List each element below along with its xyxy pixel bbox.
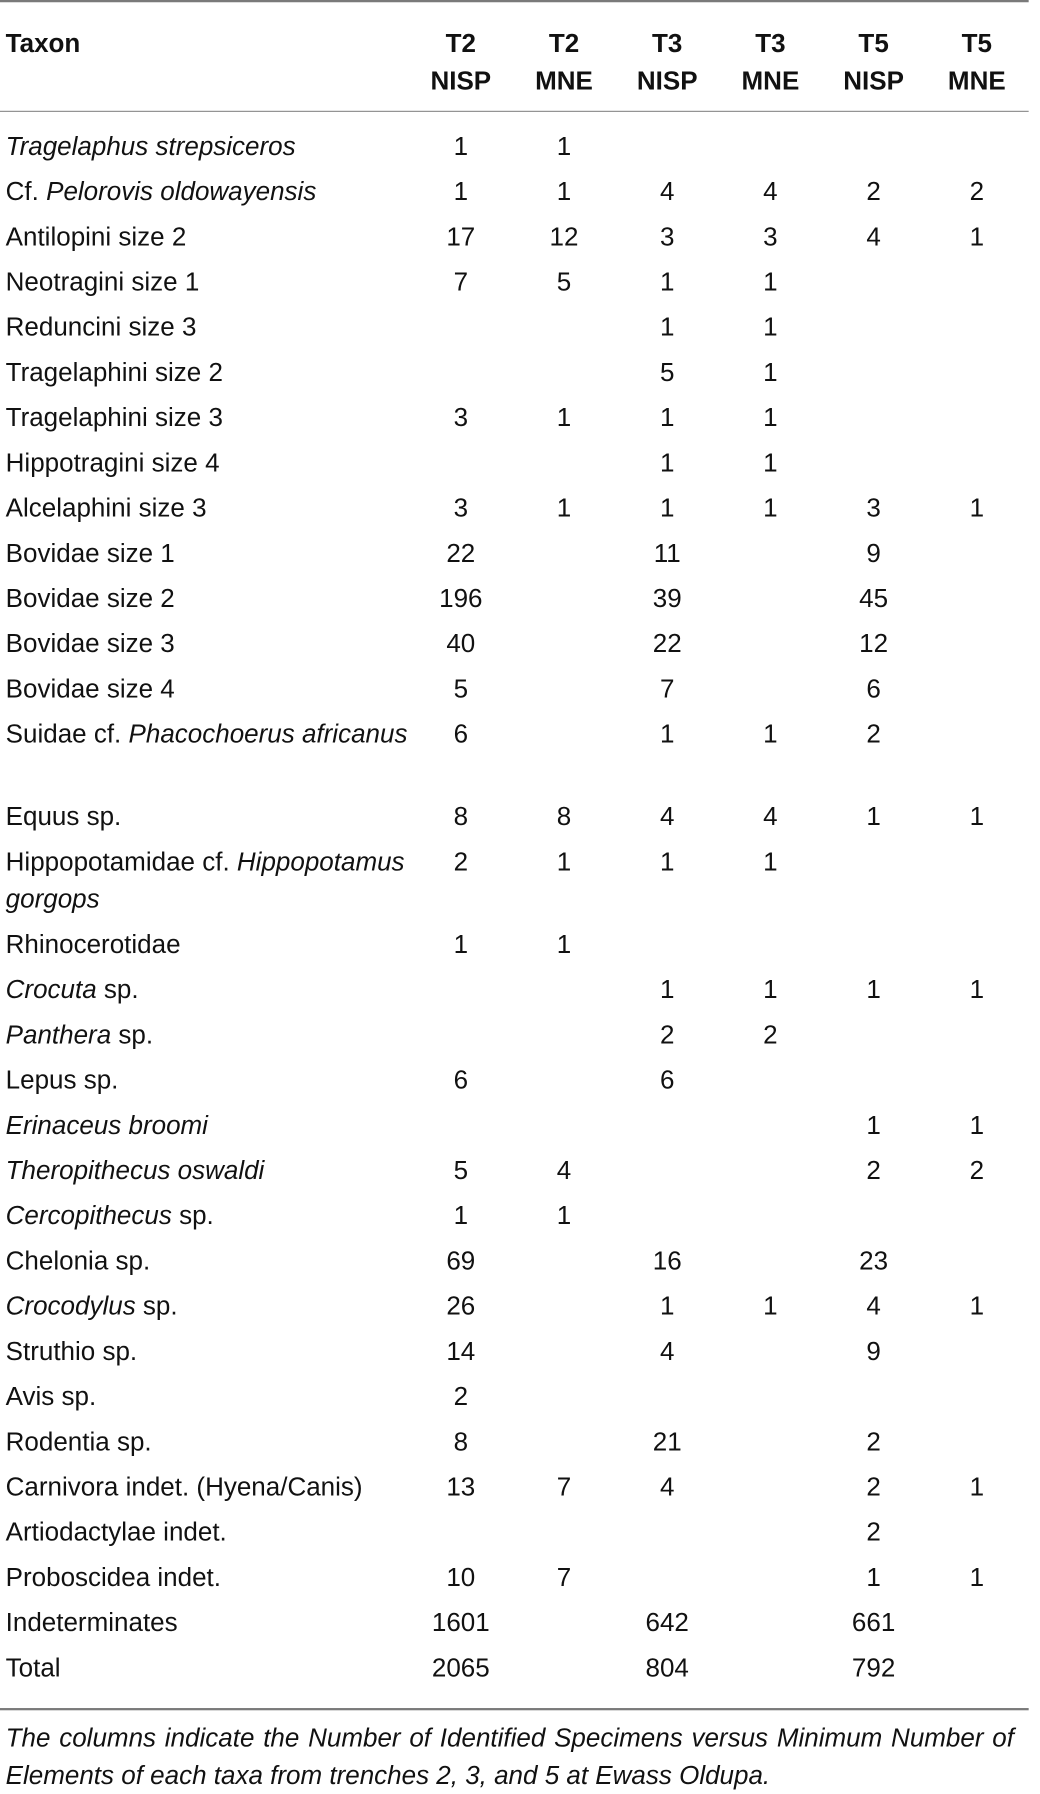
taxon-name xyxy=(0,309,409,346)
value-cell: 14 xyxy=(446,1336,476,1366)
taxon-name-part: Antilopini size 2 xyxy=(5,221,187,251)
taxon-name-part: sp. xyxy=(171,1200,214,1230)
value-cell: 1 xyxy=(453,131,469,161)
taxon-name-part: Indeterminates xyxy=(5,1607,178,1637)
value-cell: 1 xyxy=(659,266,675,297)
table-row xyxy=(0,1107,1029,1152)
taxon-name xyxy=(0,1152,409,1189)
value-cell: 1 xyxy=(659,492,675,523)
value-cell: 2 xyxy=(969,1155,985,1185)
value-cell: 1 xyxy=(556,1200,572,1230)
taxon-name-part: Proboscidea indet. xyxy=(5,1562,222,1592)
value-cell: 2 xyxy=(453,1381,469,1411)
value-cell: 6 xyxy=(866,673,881,704)
value-cell: 1 xyxy=(763,718,778,749)
table-body xyxy=(0,112,1029,1708)
value-cell: 804 xyxy=(645,1652,689,1683)
table-row xyxy=(0,1333,1029,1378)
value-cell: 792 xyxy=(851,1652,896,1683)
value-cell: 16 xyxy=(652,1245,682,1276)
value-cell: 1 xyxy=(969,1471,985,1502)
table-row xyxy=(0,971,1029,1016)
value-cell: 13 xyxy=(446,1471,476,1502)
taxon-name xyxy=(0,354,409,391)
taxon-name xyxy=(0,1016,409,1053)
taxon-name xyxy=(0,716,409,753)
taxon-name-part: Hippopotamidae cf. xyxy=(5,846,237,877)
table-row xyxy=(0,1604,1029,1649)
taxon-name xyxy=(0,1514,409,1551)
value-cell: 23 xyxy=(859,1245,889,1276)
table-row xyxy=(0,1514,1029,1559)
value-cell: 45 xyxy=(859,583,889,613)
taxon-name-part: Cf. xyxy=(5,176,47,206)
taxon-name xyxy=(0,1378,409,1415)
table-row xyxy=(0,263,1029,308)
header-t3-mne: T3 MNE xyxy=(741,28,800,95)
taxon-name xyxy=(0,670,409,707)
value-cell: 1 xyxy=(453,1200,469,1230)
taxon-name xyxy=(0,1559,409,1596)
value-cell: 39 xyxy=(652,583,682,613)
value-cell: 3 xyxy=(866,492,881,523)
value-cell: 1 xyxy=(866,1562,881,1592)
value-cell: 1 xyxy=(659,447,675,478)
value-cell: 26 xyxy=(446,1290,476,1321)
taxon-name xyxy=(0,128,409,165)
table-row xyxy=(0,535,1029,580)
table-row xyxy=(0,1061,1029,1106)
value-cell: 2 xyxy=(659,1019,675,1050)
value-cell: 2 xyxy=(866,1155,881,1185)
value-cell: 2 xyxy=(866,718,881,749)
value-cell: 5 xyxy=(453,673,469,704)
value-cell: 4 xyxy=(659,1336,675,1366)
value-cell: 661 xyxy=(851,1607,896,1637)
value-cell: 1 xyxy=(763,266,778,297)
taxon-name xyxy=(0,1197,409,1234)
value-cell: 1 xyxy=(969,801,985,831)
value-cell: 7 xyxy=(659,673,675,704)
value-cell: 6 xyxy=(453,718,469,749)
value-cell: 1 xyxy=(763,492,778,523)
taxon-name-part: Rhinocerotidae xyxy=(5,929,181,959)
value-cell: 22 xyxy=(446,538,476,568)
table-row xyxy=(0,1197,1029,1242)
taxon-name-part: Crocuta xyxy=(5,974,97,1004)
taxon-name-part: Alcelaphini size 3 xyxy=(5,492,207,523)
taxon-name-part: Artiodactylae indet. xyxy=(5,1516,227,1547)
value-cell: 1 xyxy=(969,221,985,251)
taxon-name-part: Theropithecus oswaldi xyxy=(5,1155,265,1185)
value-cell: 1 xyxy=(866,974,881,1004)
value-cell: 5 xyxy=(453,1155,469,1185)
value-cell: 2 xyxy=(866,176,881,206)
value-cell: 1 xyxy=(556,492,572,523)
value-cell: 4 xyxy=(556,1155,572,1185)
value-cell: 21 xyxy=(652,1426,682,1456)
value-cell: 4 xyxy=(659,1471,675,1502)
value-cell: 1 xyxy=(556,929,572,959)
taxon-name xyxy=(0,399,409,436)
value-cell: 6 xyxy=(453,1064,469,1095)
value-cell: 11 xyxy=(653,538,681,568)
taxon-name xyxy=(0,489,409,526)
table-row xyxy=(0,625,1029,670)
taxon-name xyxy=(0,263,409,300)
value-cell: 4 xyxy=(763,176,778,206)
taxon-name-part: Total xyxy=(5,1652,61,1683)
taxon-name xyxy=(0,1649,409,1686)
value-cell: 3 xyxy=(763,221,778,251)
taxon-name-part: Bovidae size 3 xyxy=(5,628,175,658)
value-cell: 2 xyxy=(866,1471,881,1502)
value-cell: 17 xyxy=(446,221,476,251)
taxon-name xyxy=(0,173,409,210)
value-cell: 7 xyxy=(556,1471,572,1502)
taxon-name-part: Bovidae size 1 xyxy=(5,538,175,568)
table-row xyxy=(0,716,1029,799)
taxon-name-part: sp. xyxy=(96,974,139,1004)
value-cell: 7 xyxy=(556,1562,572,1592)
taxon-name-part: Hippotragini size 4 xyxy=(5,447,220,478)
taxon-name-part: Avis sp. xyxy=(5,1381,97,1411)
value-cell: 7 xyxy=(453,266,469,297)
value-cell: 2 xyxy=(763,1019,778,1050)
table-row xyxy=(0,444,1029,489)
taxon-name xyxy=(0,1604,409,1641)
taxon-name-part: Tragelaphini size 3 xyxy=(5,402,223,432)
table-row xyxy=(0,399,1029,444)
value-cell: 3 xyxy=(659,221,675,251)
taxon-name-part: Carnivora indet. (Hyena/Canis) xyxy=(5,1471,363,1502)
table-row xyxy=(0,309,1029,354)
header-taxon: Taxon xyxy=(5,28,81,58)
value-cell: 1 xyxy=(763,311,778,342)
value-cell: 1 xyxy=(453,929,469,959)
taxon-name-part: Crocodylus xyxy=(5,1290,136,1321)
value-cell: 1 xyxy=(659,311,675,342)
value-cell: 8 xyxy=(453,1426,469,1456)
taxon-name-part: Bovidae size 4 xyxy=(5,673,175,704)
value-cell: 69 xyxy=(446,1245,476,1276)
value-cell: 1 xyxy=(763,402,778,432)
value-cell: 1 xyxy=(969,492,985,523)
taxon-name xyxy=(0,1333,409,1370)
value-cell: 10 xyxy=(446,1562,476,1592)
value-cell: 196 xyxy=(439,583,483,613)
value-cell: 1 xyxy=(659,974,675,1004)
table-row xyxy=(0,489,1029,534)
value-cell: 40 xyxy=(446,628,476,658)
value-cell: 4 xyxy=(866,1290,881,1321)
taxon-name-part: Cercopithecus xyxy=(5,1200,172,1230)
value-cell: 1 xyxy=(866,1110,881,1140)
taxon-name-part: Panthera xyxy=(5,1019,112,1050)
value-cell: 9 xyxy=(866,538,881,568)
value-cell: 642 xyxy=(645,1607,689,1637)
value-cell: 4 xyxy=(659,176,675,206)
value-cell: 1 xyxy=(659,846,675,877)
value-cell: 1 xyxy=(763,357,778,387)
value-cell: 1 xyxy=(659,718,675,749)
taxon-name-part: Suidae cf. xyxy=(5,718,129,749)
value-cell: 1 xyxy=(866,801,881,831)
taxon-name-part: Phacochoerus africanus xyxy=(128,718,408,749)
table-row xyxy=(0,354,1029,399)
table-row xyxy=(0,1559,1029,1604)
table-row xyxy=(0,926,1029,971)
value-cell: 12 xyxy=(549,221,579,251)
taxon-name xyxy=(0,1061,409,1098)
value-cell: 6 xyxy=(659,1064,675,1095)
table-row xyxy=(0,1378,1029,1423)
taxon-name-part: Rodentia sp. xyxy=(5,1426,152,1456)
value-cell: 5 xyxy=(659,357,675,387)
taxon-name xyxy=(0,1468,409,1505)
taxon-name xyxy=(0,1242,409,1279)
value-cell: 1 xyxy=(763,1290,778,1321)
value-cell: 1 xyxy=(453,176,469,206)
taxon-name-part: Tragelaphini size 2 xyxy=(5,357,223,387)
taxon-name xyxy=(0,535,409,572)
table-row xyxy=(0,1649,1029,1694)
header-t5-nisp: T5 NISP xyxy=(843,28,904,95)
value-cell: 2 xyxy=(453,846,469,877)
taxon-name xyxy=(0,843,409,918)
taxon-name-part: Pelorovis oldowayensis xyxy=(46,176,317,206)
taxon-name-part: Chelonia sp. xyxy=(5,1245,151,1276)
value-cell: 1 xyxy=(763,846,778,877)
table-row xyxy=(0,843,1029,926)
value-cell: 1 xyxy=(763,447,778,478)
table-header xyxy=(0,2,1029,111)
taxon-name xyxy=(0,218,409,255)
value-cell: 4 xyxy=(659,801,675,831)
taxon-name xyxy=(0,444,409,481)
value-cell: 1 xyxy=(659,1290,675,1321)
header-t3-nisp: T3 NISP xyxy=(636,28,698,95)
value-cell: 1 xyxy=(969,1290,985,1321)
table-row xyxy=(0,218,1029,263)
taxon-name xyxy=(0,926,409,963)
taxon-name-part: Bovidae size 2 xyxy=(5,583,175,613)
value-cell: 4 xyxy=(763,801,778,831)
taxon-name-part: Tragelaphus strepsiceros xyxy=(5,131,296,161)
table-row xyxy=(0,1242,1029,1287)
taxon-name xyxy=(0,798,409,835)
value-cell: 1 xyxy=(556,131,572,161)
taxon-name-part: Struthio sp. xyxy=(5,1336,138,1366)
table-row xyxy=(0,173,1029,218)
table-row xyxy=(0,1468,1029,1513)
taxon-name xyxy=(0,1288,409,1325)
header-t2-nisp: T2 NISP xyxy=(430,28,492,95)
value-cell: 3 xyxy=(453,402,469,432)
taxon-name-part: Equus sp. xyxy=(5,801,122,831)
taxon-name-part: sp. xyxy=(135,1290,178,1321)
value-cell: 2065 xyxy=(431,1652,490,1683)
value-cell: 4 xyxy=(866,221,881,251)
taxon-name-part: Neotragini size 1 xyxy=(5,266,200,297)
taxon-name xyxy=(0,625,409,662)
table-row xyxy=(0,670,1029,715)
table-row xyxy=(0,1152,1029,1197)
value-cell: 9 xyxy=(866,1336,881,1366)
taxon-name-part: Hippopotamus gorgops xyxy=(5,846,405,914)
taxon-name xyxy=(0,1423,409,1460)
table-row xyxy=(0,1423,1029,1468)
taxon-name-part: sp. xyxy=(111,1019,154,1050)
table-row xyxy=(0,1016,1029,1061)
header-t5-mne: T5 MNE xyxy=(947,28,1006,95)
header-t2-mne: T2 MNE xyxy=(535,28,593,95)
taxon-name-part: Lepus sp. xyxy=(5,1064,119,1095)
table-row xyxy=(0,580,1029,625)
value-cell: 8 xyxy=(556,801,572,831)
taxon-name xyxy=(0,971,409,1008)
taxon-name xyxy=(0,580,409,617)
taxon-name-part: Erinaceus broomi xyxy=(5,1110,208,1140)
table-caption: The columns indicate the Number of Identified Specimens versus Minimum Number of Elements of each taxa from trenches 2, 3, and 5 at Ewass Oldupa. xyxy=(5,1722,1014,1790)
value-cell: 22 xyxy=(652,628,682,658)
value-cell: 3 xyxy=(453,492,469,523)
table-row xyxy=(0,798,1029,843)
value-cell: 5 xyxy=(556,266,572,297)
value-cell: 1 xyxy=(763,974,778,1004)
value-cell: 1 xyxy=(969,1562,985,1592)
value-cell: 2 xyxy=(969,176,985,206)
value-cell: 1 xyxy=(556,846,572,877)
table-row xyxy=(0,128,1029,173)
table-row xyxy=(0,1288,1029,1333)
value-cell: 8 xyxy=(453,801,469,831)
value-cell: 12 xyxy=(859,628,889,658)
taxon-name-part: Reduncini size 3 xyxy=(5,311,197,342)
value-cell: 1 xyxy=(556,402,572,432)
taxon-name xyxy=(0,1107,409,1144)
value-cell: 1 xyxy=(659,402,675,432)
value-cell: 1 xyxy=(556,176,572,206)
value-cell: 2 xyxy=(866,1516,881,1547)
value-cell: 1 xyxy=(969,1110,985,1140)
value-cell: 1601 xyxy=(431,1607,490,1637)
value-cell: 1 xyxy=(969,974,985,1004)
value-cell: 2 xyxy=(866,1426,881,1456)
